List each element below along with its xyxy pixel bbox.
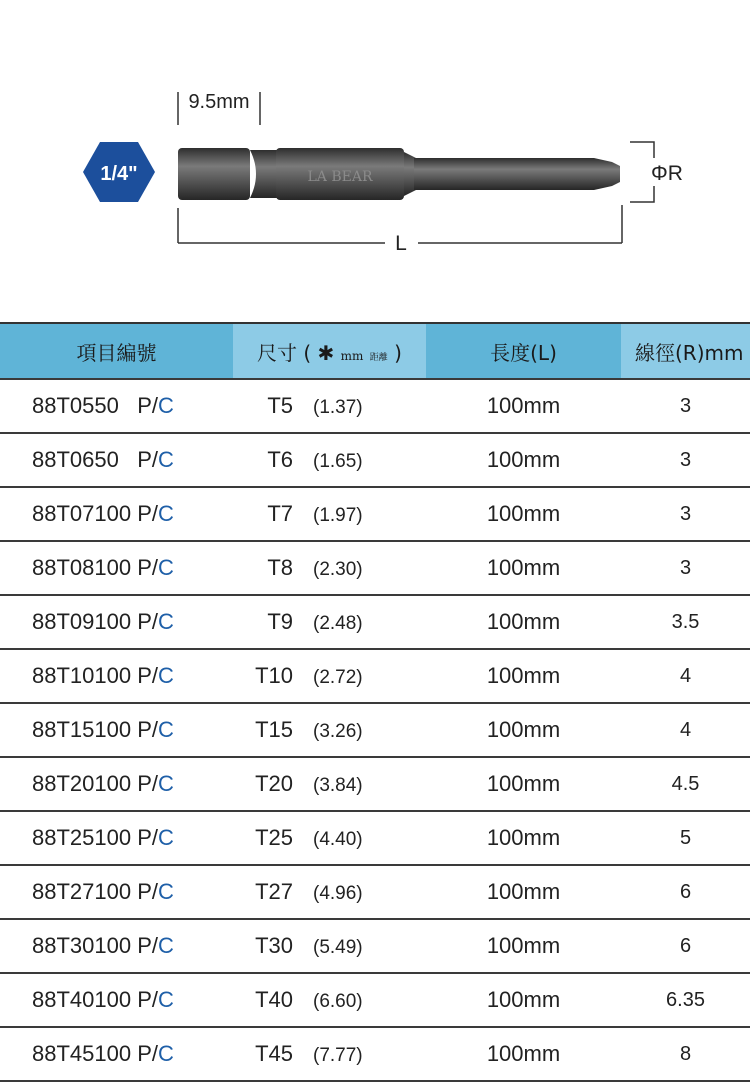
diameter-dimension [630, 142, 683, 202]
model-suffix: C [157, 663, 174, 688]
length-dimension [178, 205, 622, 255]
model-number: 88T45100 P/ [32, 1041, 158, 1066]
model-cell [0, 865, 233, 919]
tip-size: T9 [267, 609, 293, 634]
length-cell: 100mm [426, 487, 621, 541]
model-cell [0, 595, 233, 649]
tip-distance: (4.96) [313, 883, 363, 904]
table-row [0, 1027, 750, 1081]
shank-size-label: 1/4" [100, 163, 138, 185]
diameter-cell: 6 [621, 919, 750, 973]
model-number: 88T10100 P/ [32, 663, 158, 688]
header-size-unit: mm [340, 348, 364, 363]
table-row [0, 811, 750, 865]
size-cell [233, 865, 426, 919]
table-row [0, 379, 750, 433]
length-cell: 100mm [426, 1027, 621, 1081]
table-row [0, 703, 750, 757]
model-cell [0, 973, 233, 1027]
model-number: 88T09100 P/ [32, 609, 158, 634]
model-suffix: C [157, 825, 174, 850]
model-number: 88T08100 P/ [32, 555, 158, 580]
model-number: 88T30100 P/ [32, 933, 158, 958]
model-number: 88T0550 P/ [32, 393, 158, 418]
model-suffix: C [157, 879, 174, 904]
model-cell [0, 379, 233, 433]
spec-table [0, 322, 750, 1082]
diameter-cell: 3 [621, 433, 750, 487]
shank-size-badge [83, 142, 155, 202]
size-cell [233, 433, 426, 487]
header-size-close: ) [394, 340, 402, 365]
tip-size: T5 [267, 393, 293, 418]
model-cell [0, 541, 233, 595]
tip-size: T10 [255, 663, 293, 688]
table-row [0, 487, 750, 541]
diameter-cell: 8 [621, 1027, 750, 1081]
tip-size: T40 [255, 987, 293, 1012]
header-size-open: ( [303, 340, 312, 365]
header-size-note: 距離 [369, 352, 388, 363]
tip-distance: (3.84) [313, 775, 363, 796]
diameter-cell: 5 [621, 811, 750, 865]
model-number: 88T15100 P/ [32, 717, 158, 742]
length-cell: 100mm [426, 865, 621, 919]
length-cell: 100mm [426, 919, 621, 973]
model-cell [0, 919, 233, 973]
length-cell: 100mm [426, 703, 621, 757]
diameter-cell: 3.5 [621, 595, 750, 649]
tip-size: T8 [267, 555, 293, 580]
diameter-cell: 4 [621, 703, 750, 757]
table-row [0, 757, 750, 811]
length-cell: 100mm [426, 595, 621, 649]
tip-size: T45 [255, 1041, 293, 1066]
table-row [0, 541, 750, 595]
tip-distance: (3.26) [313, 721, 363, 742]
model-suffix: C [157, 1041, 174, 1066]
size-cell [233, 595, 426, 649]
table-row [0, 919, 750, 973]
size-cell [233, 487, 426, 541]
model-suffix: C [157, 771, 174, 796]
tip-size: T20 [255, 771, 293, 796]
tip-distance: (4.40) [313, 829, 363, 850]
torx-bit-illustration [178, 148, 620, 200]
table-row [0, 865, 750, 919]
model-number: 88T25100 P/ [32, 825, 158, 850]
tip-size: T27 [255, 879, 293, 904]
hex-width-dimension [178, 91, 260, 125]
tip-distance: (2.30) [313, 559, 363, 580]
size-cell [233, 757, 426, 811]
size-cell [233, 379, 426, 433]
size-cell [233, 649, 426, 703]
diameter-cell: 3 [621, 379, 750, 433]
length-cell: 100mm [426, 811, 621, 865]
model-cell [0, 703, 233, 757]
diameter-cell: 4.5 [621, 757, 750, 811]
length-cell: 100mm [426, 649, 621, 703]
model-number: 88T40100 P/ [32, 987, 158, 1012]
tip-size: T7 [267, 501, 293, 526]
header-length: 長度(L) [426, 323, 621, 379]
model-cell [0, 487, 233, 541]
size-cell [233, 811, 426, 865]
model-number: 88T20100 P/ [32, 771, 158, 796]
model-suffix: C [157, 555, 174, 580]
table-row [0, 595, 750, 649]
length-cell: 100mm [426, 379, 621, 433]
model-number: 88T27100 P/ [32, 879, 158, 904]
length-cell: 100mm [426, 973, 621, 1027]
tip-distance: (2.72) [313, 667, 363, 688]
size-cell [233, 703, 426, 757]
tip-size: T15 [255, 717, 293, 742]
model-cell [0, 649, 233, 703]
model-suffix: C [157, 717, 174, 742]
header-size [233, 323, 426, 379]
length-cell: 100mm [426, 541, 621, 595]
model-suffix: C [157, 987, 174, 1012]
diameter-label: ΦR [651, 162, 683, 185]
length-cell: 100mm [426, 433, 621, 487]
model-cell [0, 757, 233, 811]
tip-distance: (2.48) [313, 613, 363, 634]
length-cell: 100mm [426, 757, 621, 811]
diameter-cell: 3 [621, 487, 750, 541]
diameter-cell: 4 [621, 649, 750, 703]
torx-star-icon: ✱ [317, 340, 335, 365]
header-model: 項目編號 [0, 323, 233, 379]
length-label: L [395, 232, 407, 255]
header-diameter: 線徑(R)mm [621, 323, 750, 379]
model-cell [0, 1027, 233, 1081]
model-number: 88T0650 P/ [32, 447, 158, 472]
model-suffix: C [157, 933, 174, 958]
table-row [0, 649, 750, 703]
size-cell [233, 1027, 426, 1081]
table-header-row [0, 323, 750, 379]
tip-size: T25 [255, 825, 293, 850]
model-cell [0, 433, 233, 487]
diameter-cell: 6 [621, 865, 750, 919]
model-suffix: C [157, 393, 174, 418]
size-cell [233, 973, 426, 1027]
bit-diagram [0, 0, 750, 300]
model-suffix: C [157, 447, 174, 472]
size-cell [233, 541, 426, 595]
tip-distance: (1.65) [313, 451, 363, 472]
tip-size: T30 [255, 933, 293, 958]
diameter-cell: 3 [621, 541, 750, 595]
hex-width-label: 9.5mm [188, 91, 250, 113]
model-suffix: C [157, 501, 174, 526]
diameter-cell: 6.35 [621, 973, 750, 1027]
tip-size: T6 [267, 447, 293, 472]
tip-distance: (1.97) [313, 505, 363, 526]
tip-distance: (6.60) [313, 991, 363, 1012]
model-suffix: C [157, 609, 174, 634]
tip-distance: (5.49) [313, 937, 363, 958]
table-row [0, 973, 750, 1027]
size-cell [233, 919, 426, 973]
table-row [0, 433, 750, 487]
tip-distance: (7.77) [313, 1045, 363, 1066]
model-number: 88T07100 P/ [32, 501, 158, 526]
tip-distance: (1.37) [313, 397, 363, 418]
header-size-label: 尺寸 [257, 340, 298, 365]
brand-mark: LA BEAR [307, 169, 373, 185]
model-cell [0, 811, 233, 865]
